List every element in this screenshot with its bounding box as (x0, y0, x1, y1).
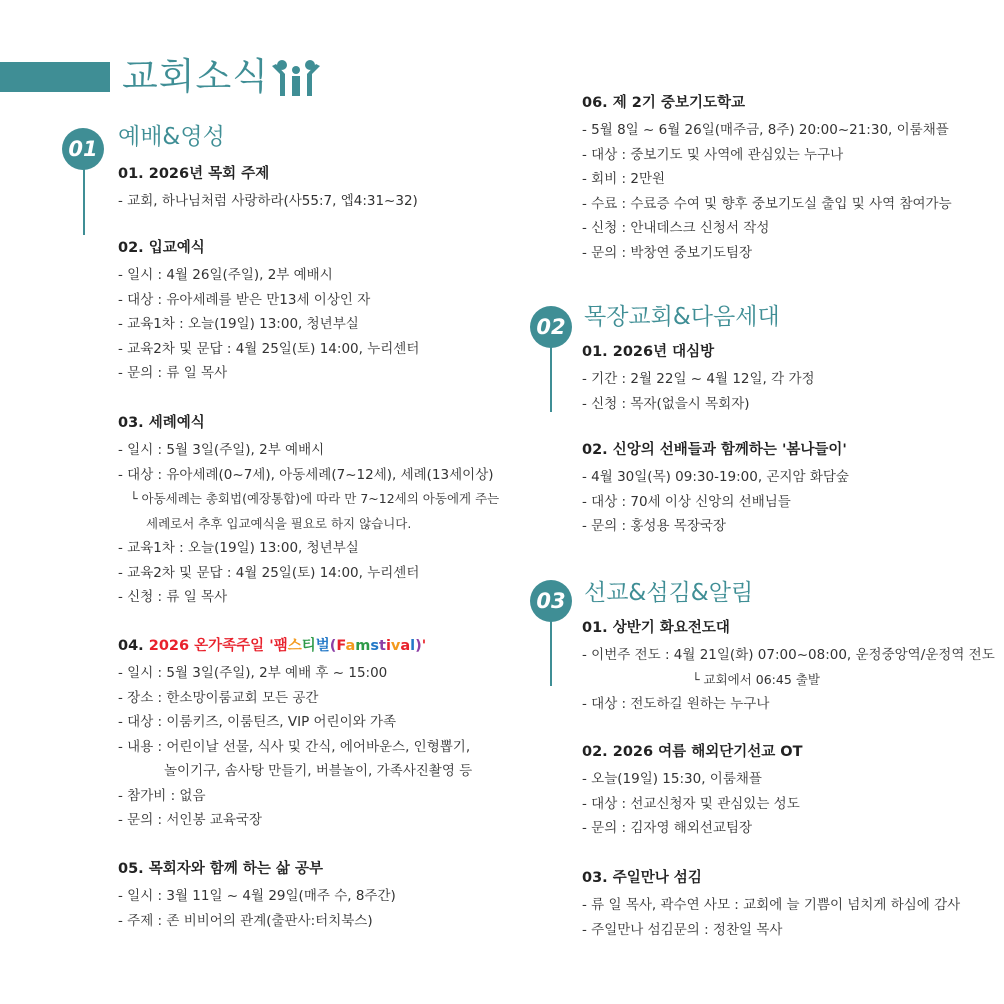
famstival-letter: v (390, 638, 401, 654)
item-title: 02. 2026 여름 해외단기선교 OT (582, 744, 803, 760)
item-03-02 (582, 741, 803, 841)
item-line: - 대상 : 전도하길 원하는 누구나 (582, 696, 770, 712)
item-line: - 대상 : 이룸키즈, 이룸틴즈, VIP 어린이와 가족 (118, 714, 397, 730)
famstival-letter: ( (329, 638, 337, 654)
item-title-highlight: 2026 온가족주일 ' (148, 638, 274, 654)
section-03-badge: 03 (530, 580, 572, 622)
famstival-letter: 스 (287, 638, 302, 654)
item-line: - 수료 : 수료증 수여 및 향후 중보기도실 출입 및 사역 참여가능 (582, 195, 952, 212)
section-01-title: 예배&영성 (118, 124, 225, 150)
item-title-prefix: 04. (118, 638, 149, 654)
famstival-letter: t (379, 638, 386, 654)
famstival-letter: a (400, 638, 411, 654)
item-line: - 교회, 하나님처럼 사랑하라(사55:7, 엡4:31~32) (118, 193, 418, 209)
item-line: - 교육1차 : 오늘(19일) 13:00, 청년부실 (118, 316, 359, 332)
item-line: - 신청 : 목자(없을시 목회자) (582, 395, 750, 412)
item-line: - 일시 : 5월 3일(주일), 2부 예배시 (118, 442, 325, 458)
item-line: - 류 일 목사, 곽수연 사모 : 교회에 늘 기쁨이 넘치게 하심에 감사 (582, 897, 961, 913)
item-title: 01. 상반기 화요전도대 (582, 620, 730, 636)
item-title: 06. 제 2기 중보기도학교 (582, 95, 745, 111)
section-02-title: 목장교회&다음세대 (584, 304, 780, 330)
item-line: - 신청 : 류 일 목사 (118, 589, 228, 605)
item-line: - 대상 : 유아세례를 받은 만13세 이상인 자 (118, 291, 371, 308)
item-title: 02. 신앙의 선배들과 함께하는 '봄나들이' (582, 442, 847, 458)
item-01-03 (118, 412, 499, 610)
item-line: - 교육1차 : 오늘(19일) 13:00, 청년부실 (118, 540, 359, 556)
item-line: - 일시 : 5월 3일(주일), 2부 예배 후 ~ 15:00 (118, 665, 388, 681)
item-line: - 참가비 : 없음 (118, 787, 206, 804)
item-line: - 문의 : 류 일 목사 (118, 365, 228, 381)
item-01-04 (118, 635, 472, 833)
item-subnote: └ 아동세례는 총회법(예장통합)에 따라 만 7~12세의 아동에게 주는 (130, 491, 500, 506)
famstival-letter: l (410, 638, 416, 654)
item-title: 01. 2026년 목회 주제 (118, 166, 270, 182)
item-line: - 기간 : 2월 22일 ~ 4월 12일, 각 가정 (582, 371, 815, 387)
item-line: - 대상 : 70세 이상 신앙의 선배님들 (582, 493, 791, 510)
item-line: - 교육2차 및 문답 : 4월 25일(토) 14:00, 누리센터 (118, 340, 420, 357)
section-02-line (550, 340, 552, 412)
famstival-letter: 티 (301, 638, 316, 654)
item-01-02 (118, 237, 419, 386)
famstival-letter: ) (415, 638, 422, 654)
item-line: - 내용 : 어린이날 선물, 식사 및 간식, 에어바운스, 인형뽑기, (118, 738, 471, 755)
famstival-letter: 벌 (315, 638, 330, 654)
page-title: 교회소식 (122, 55, 269, 98)
item-line: - 문의 : 박창연 중보기도팀장 (582, 244, 753, 261)
people-icon (270, 58, 322, 98)
item-line: - 대상 : 유아세례(0~7세), 아동세례(7~12세), 세례(13세이상) (118, 466, 494, 483)
famstival-letter: s (370, 638, 379, 654)
item-01-05 (118, 858, 396, 933)
item-line: - 교육2차 및 문답 : 4월 25일(토) 14:00, 누리센터 (118, 564, 420, 581)
item-line: - 이번주 전도 : 4월 21일(화) 07:00~08:00, 운정중앙역/운정역 전도 (582, 647, 995, 663)
item-subnote: └ 교회에서 06:45 출발 (692, 671, 820, 687)
item-title-famstival (118, 635, 472, 657)
item-line: - 일시 : 4월 26일(주일), 2부 예배시 (118, 267, 333, 283)
item-title: 01. 2026년 대심방 (582, 344, 715, 360)
item-03-03 (582, 867, 960, 942)
famstival-letter: m (355, 638, 371, 654)
famstival-letter: F (336, 638, 346, 654)
item-03-01 (582, 617, 995, 717)
header-accent-bar (0, 62, 110, 92)
item-line: - 오늘(19일) 15:30, 이룸채플 (582, 771, 762, 787)
item-subnote: 세례로서 추후 입교예식을 필요로 하지 않습니다. (146, 515, 412, 531)
item-line: - 문의 : 김자영 해외선교팀장 (582, 820, 753, 836)
section-02-badge: 02 (530, 306, 572, 348)
section-03-title: 선교&섬김&알림 (584, 580, 754, 606)
item-02-02 (582, 439, 849, 539)
section-01-badge: 01 (62, 128, 104, 170)
item-01-06 (582, 92, 952, 265)
item-line: - 대상 : 선교신청자 및 관심있는 성도 (582, 795, 800, 812)
item-line: - 문의 : 홍성용 목장국장 (582, 518, 726, 534)
item-line: - 신청 : 안내데스크 신청서 작성 (582, 220, 770, 236)
item-title-end: ' (421, 638, 427, 654)
famstival-letter: i (385, 638, 391, 654)
item-line: - 5월 8일 ~ 6월 26일(매주금, 8주) 20:00~21:30, 이룸채플 (582, 122, 949, 138)
item-title: 03. 세례예식 (118, 415, 205, 431)
item-line: - 문의 : 서인봉 교육국장 (118, 812, 262, 828)
item-01-01 (118, 163, 418, 214)
section-03-line (550, 614, 552, 686)
famstival-letter: a (345, 638, 356, 654)
item-line: - 대상 : 중보기도 및 사역에 관심있는 누구나 (582, 146, 844, 163)
item-line: 놀이기구, 솜사탕 만들기, 버블놀이, 가족사진촬영 등 (164, 763, 473, 779)
item-line: - 장소 : 한소망이룸교회 모든 공간 (118, 689, 319, 706)
item-line: - 일시 : 3월 11일 ~ 4월 29일(매주 수, 8주간) (118, 888, 396, 904)
item-line: - 회비 : 2만원 (582, 171, 666, 187)
item-02-01 (582, 341, 815, 416)
item-title: 02. 입교예식 (118, 240, 205, 256)
item-title: 03. 주일만나 섬김 (582, 870, 702, 886)
item-title: 05. 목회자와 함께 하는 삶 공부 (118, 861, 324, 877)
item-line: - 4월 30일(목) 09:30-19:00, 곤지암 화담숲 (582, 469, 849, 485)
item-line: - 주제 : 존 비비어의 관계(출판사:터치북스) (118, 912, 373, 929)
item-line: - 주일만나 섬김문의 : 정찬일 목사 (582, 921, 783, 938)
famstival-letter: 팸 (273, 638, 288, 654)
